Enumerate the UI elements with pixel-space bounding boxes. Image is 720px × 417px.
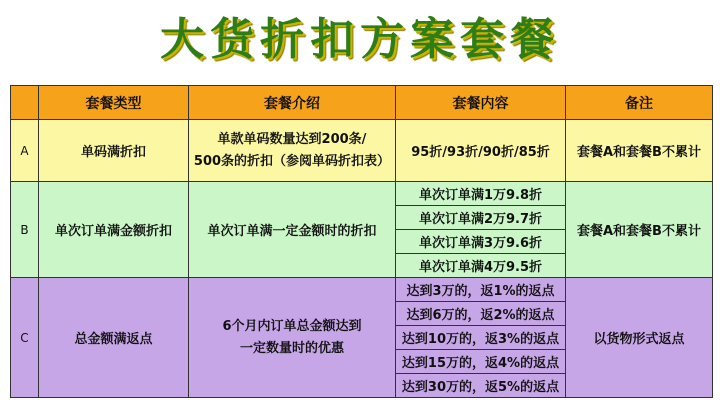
row-c-content-2: 达到6万的，返2%的返点 (396, 302, 566, 326)
row-b-note: 套餐A和套餐B不累计 (566, 182, 713, 278)
row-c-content-1: 达到3万的，返1%的返点 (396, 278, 566, 302)
row-a-code: A (11, 120, 39, 182)
row-c-intro-line1: 6个月内订单总金额达到 (222, 318, 362, 334)
row-a-intro-line2: 500条的折扣（参阅单码折扣表） (193, 153, 391, 169)
row-c-type: 总金额满返点 (39, 278, 189, 398)
discount-plan-table (10, 85, 713, 398)
row-a-intro-line1: 单款单码数量达到200条/ (217, 131, 367, 147)
row-c-code: C (11, 278, 39, 398)
row-b-content-4: 单次订单满4万9.5折 (396, 254, 566, 278)
table-row-a (11, 120, 713, 182)
row-c-intro (189, 278, 396, 398)
row-b-intro: 单次订单满一定金额时的折扣 (189, 182, 396, 278)
row-b-content-3: 单次订单满3万9.6折 (396, 230, 566, 254)
row-c-content-3: 达到10万的，返3%的返点 (396, 326, 566, 350)
header-code (11, 86, 39, 120)
row-b-content-2: 单次订单满2万9.7折 (396, 206, 566, 230)
row-b-code: B (11, 182, 39, 278)
row-c-content-4: 达到15万的，返4%的返点 (396, 350, 566, 374)
table-header-row (11, 86, 713, 120)
row-a-type: 单码满折扣 (39, 120, 189, 182)
row-c-intro-line2: 一定数量时的优惠 (239, 340, 344, 356)
row-a-note: 套餐A和套餐B不累计 (566, 120, 713, 182)
page-title: 大货折扣方案套餐 (160, 14, 560, 65)
header-type: 套餐类型 (39, 86, 189, 120)
row-a-content: 95折/93折/90折/85折 (396, 120, 566, 182)
table-row-c (11, 278, 713, 302)
header-note: 备注 (566, 86, 713, 120)
header-intro: 套餐介绍 (189, 86, 396, 120)
row-c-content-5: 达到30万的，返5%的返点 (396, 374, 566, 398)
row-b-content-1: 单次订单满1万9.8折 (396, 182, 566, 206)
header-content: 套餐内容 (396, 86, 566, 120)
table-row-b (11, 182, 713, 206)
row-c-note: 以货物形式返点 (566, 278, 713, 398)
row-b-type: 单次订单满金额折扣 (39, 182, 189, 278)
row-a-intro (189, 120, 396, 182)
